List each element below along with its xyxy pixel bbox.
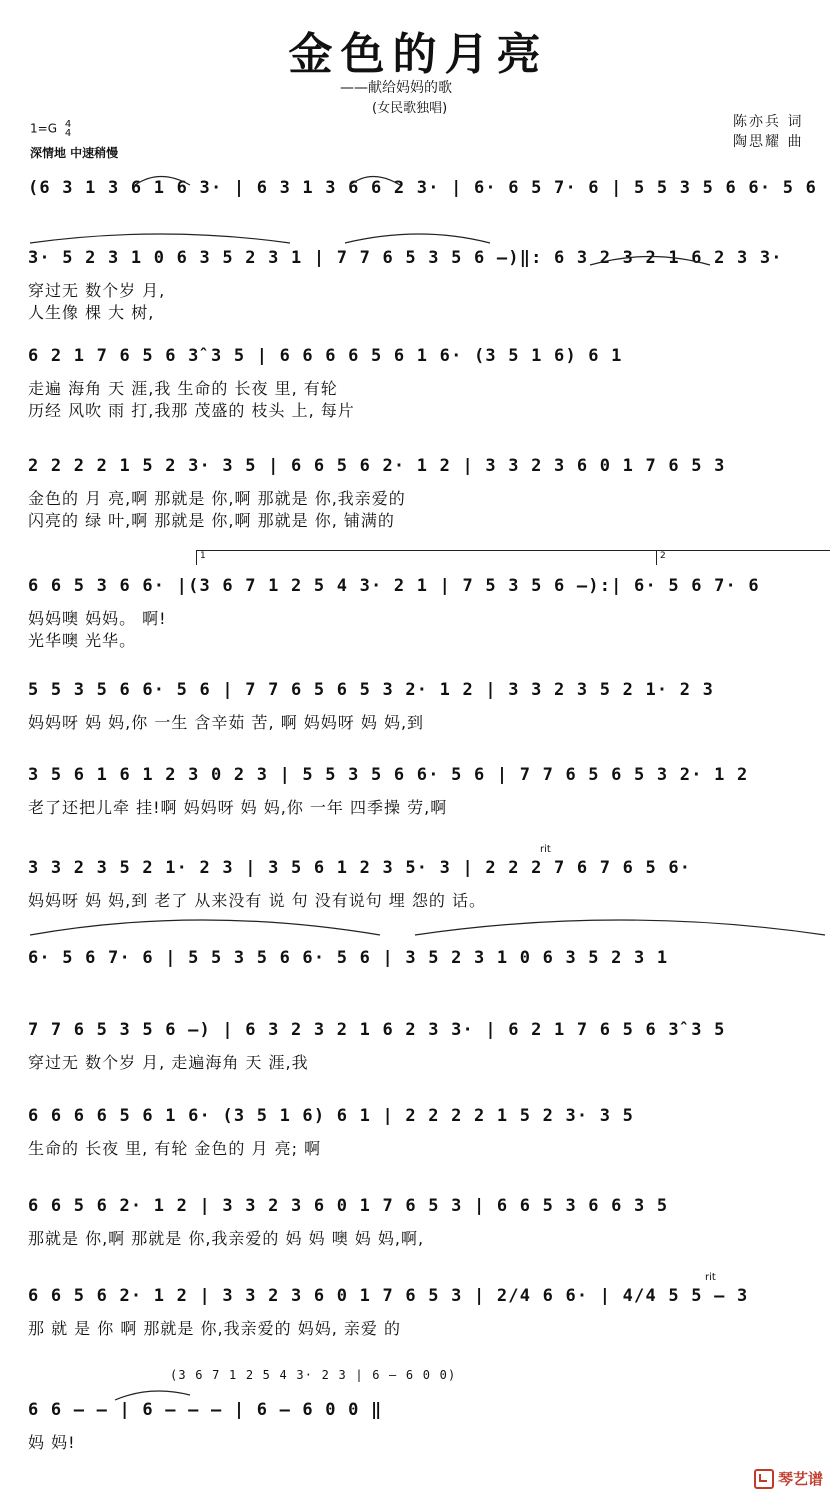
- performer-note: (女民歌独唱): [372, 101, 448, 116]
- brand-logo: [754, 1468, 823, 1490]
- notation-line: 6 6 5 6 2· 1 2 | 3 3 2 3 6 0 1 7 6 5 3 | 2/4 6 6· | 4/4 5 5 – 3: [28, 1286, 749, 1306]
- notation-line: 2 2 2 2 1 5 2 3· 3 5 | 6 6 5 6 2· 1 2 | 3 3 2 3 6 0 1 7 6 5 3: [28, 456, 726, 476]
- lyric-line: 闪亮的 绿 叶,啊 那就是 你,啊 那就是 你, 铺满的: [28, 511, 395, 530]
- notation-line: 6 6 – – | 6 – – – | 6 – 6 0 0 ‖: [28, 1400, 383, 1420]
- lyric-line: 那就是 你,啊 那就是 你,我亲爱的 妈 妈 噢 妈 妈,啊,: [28, 1229, 425, 1248]
- ossia-line: (3 6 7 1 2 5 4 3· 2 3 | 6 – 6 0 0): [170, 1368, 457, 1382]
- notation-line: 3 5 6 1 6 1 2 3 0 2 3 | 5 5 3 5 6 6· 5 6 | 7 7 6 5 6 5 3 2· 1 2: [28, 765, 749, 785]
- lyric-line: 穿过无 数个岁 月, 走遍海角 天 涯,我: [28, 1053, 309, 1072]
- lyric-line: 历经 风吹 雨 打,我那 茂盛的 枝头 上, 每片: [28, 401, 355, 420]
- key-label: 1=G: [30, 121, 57, 136]
- notation-line: 5 5 3 5 6 6· 5 6 | 7 7 6 5 6 5 3 2· 1 2 | 3 3 2 3 5 2 1· 2 3: [28, 680, 715, 700]
- lyric-line: 妈妈呀 妈 妈,你 一生 含辛茹 苦, 啊 妈妈呀 妈 妈,到: [28, 713, 425, 732]
- notation-line: 6 6 5 6 2· 1 2 | 3 3 2 3 6 0 1 7 6 5 3 | 6 6 5 3 6 6 3 5: [28, 1196, 669, 1216]
- time-signature: [65, 120, 71, 138]
- lyric-line: 光华噢 光华。: [28, 631, 137, 650]
- lyric-line: 金色的 月 亮,啊 那就是 你,啊 那就是 你,我亲爱的: [28, 489, 406, 508]
- logo-text: 琴艺谱: [777, 1469, 823, 1488]
- lyric-line: 生命的 长夜 里, 有轮 金色的 月 亮; 啊: [28, 1139, 322, 1158]
- lyricist-credit: 陈亦兵 词: [733, 114, 804, 130]
- lyric-line: 穿过无 数个岁 月,: [28, 281, 166, 300]
- logo-icon: [754, 1469, 774, 1489]
- lyric-line: 妈妈呀 妈 妈,到 老了 从来没有 说 句 没有说句 埋 怨的 话。: [28, 891, 486, 910]
- volta-bracket-1: 1: [196, 550, 658, 565]
- rit-marking: rit: [540, 844, 551, 855]
- lyric-line: 走遍 海角 天 涯,我 生命的 长夜 里, 有轮: [28, 379, 338, 398]
- tempo-marking: 深情地 中速稍慢: [30, 146, 119, 160]
- notation-line: 6 2 1 7 6 5 6 3̂ 3 5 | 6 6 6 6 5 6 1 6· (3 5 1 6) 6 1: [28, 346, 623, 366]
- volta-bracket-2: 2: [656, 550, 830, 565]
- lyric-line: 人生像 棵 大 树,: [28, 303, 155, 322]
- notation-line: 6 6 6 6 5 6 1 6· (3 5 1 6) 6 1 | 2 2 2 2 1 5 2 3· 3 5: [28, 1106, 635, 1126]
- lyric-line: 妈 妈!: [28, 1433, 76, 1452]
- notation-line: 6 6 5 3 6 6· |(3 6 7 1 2 5 4 3· 2 1 | 7 5 3 5 6 –):| 6· 5 6 7· 6: [28, 576, 760, 596]
- notation-line: (6 3 1 3 6 1 6 3· | 6 3 1 3 6 6 2 3· | 6· 6 5 7· 6 | 5 5 3 5 6 6· 5 6: [28, 178, 818, 198]
- time-sig-bottom: 4: [64, 128, 72, 139]
- rit-marking: rit: [705, 1272, 716, 1283]
- notation-line: 6· 5 6 7· 6 | 5 5 3 5 6 6· 5 6 | 3 5 2 3 1 0 6 3 5 2 3 1: [28, 948, 669, 968]
- lyric-line: 那 就 是 你 啊 那就是 你,我亲爱的 妈妈, 亲爱 的: [28, 1319, 401, 1338]
- song-subtitle: ——献给妈妈的歌: [340, 80, 452, 96]
- notation-line: 3· 5 2 3 1 0 6 3 5 2 3 1 | 7 7 6 5 3 5 6 –)‖: 6 3 2 3 2 1 6 2 3 3·: [28, 248, 783, 268]
- lyric-line: 妈妈噢 妈妈。 啊!: [28, 609, 167, 628]
- lyric-line: 老了还把儿牵 挂!啊 妈妈呀 妈 妈,你 一年 四季操 劳,啊: [28, 798, 448, 817]
- notation-line: 3 3 2 3 5 2 1· 2 3 | 3 5 6 1 2 3 5· 3 | 2 2 2 7 6 7 6 5 6·: [28, 858, 692, 878]
- song-title: 金色的月亮: [288, 29, 549, 80]
- key-signature: [30, 120, 71, 138]
- notation-line: 7 7 6 5 3 5 6 –) | 6 3 2 3 2 1 6 2 3 3· | 6 2 1 7 6 5 6 3̂ 3 5: [28, 1020, 726, 1040]
- composer-credit: 陶思耀 曲: [733, 134, 804, 150]
- time-sig-top: 4: [64, 119, 72, 130]
